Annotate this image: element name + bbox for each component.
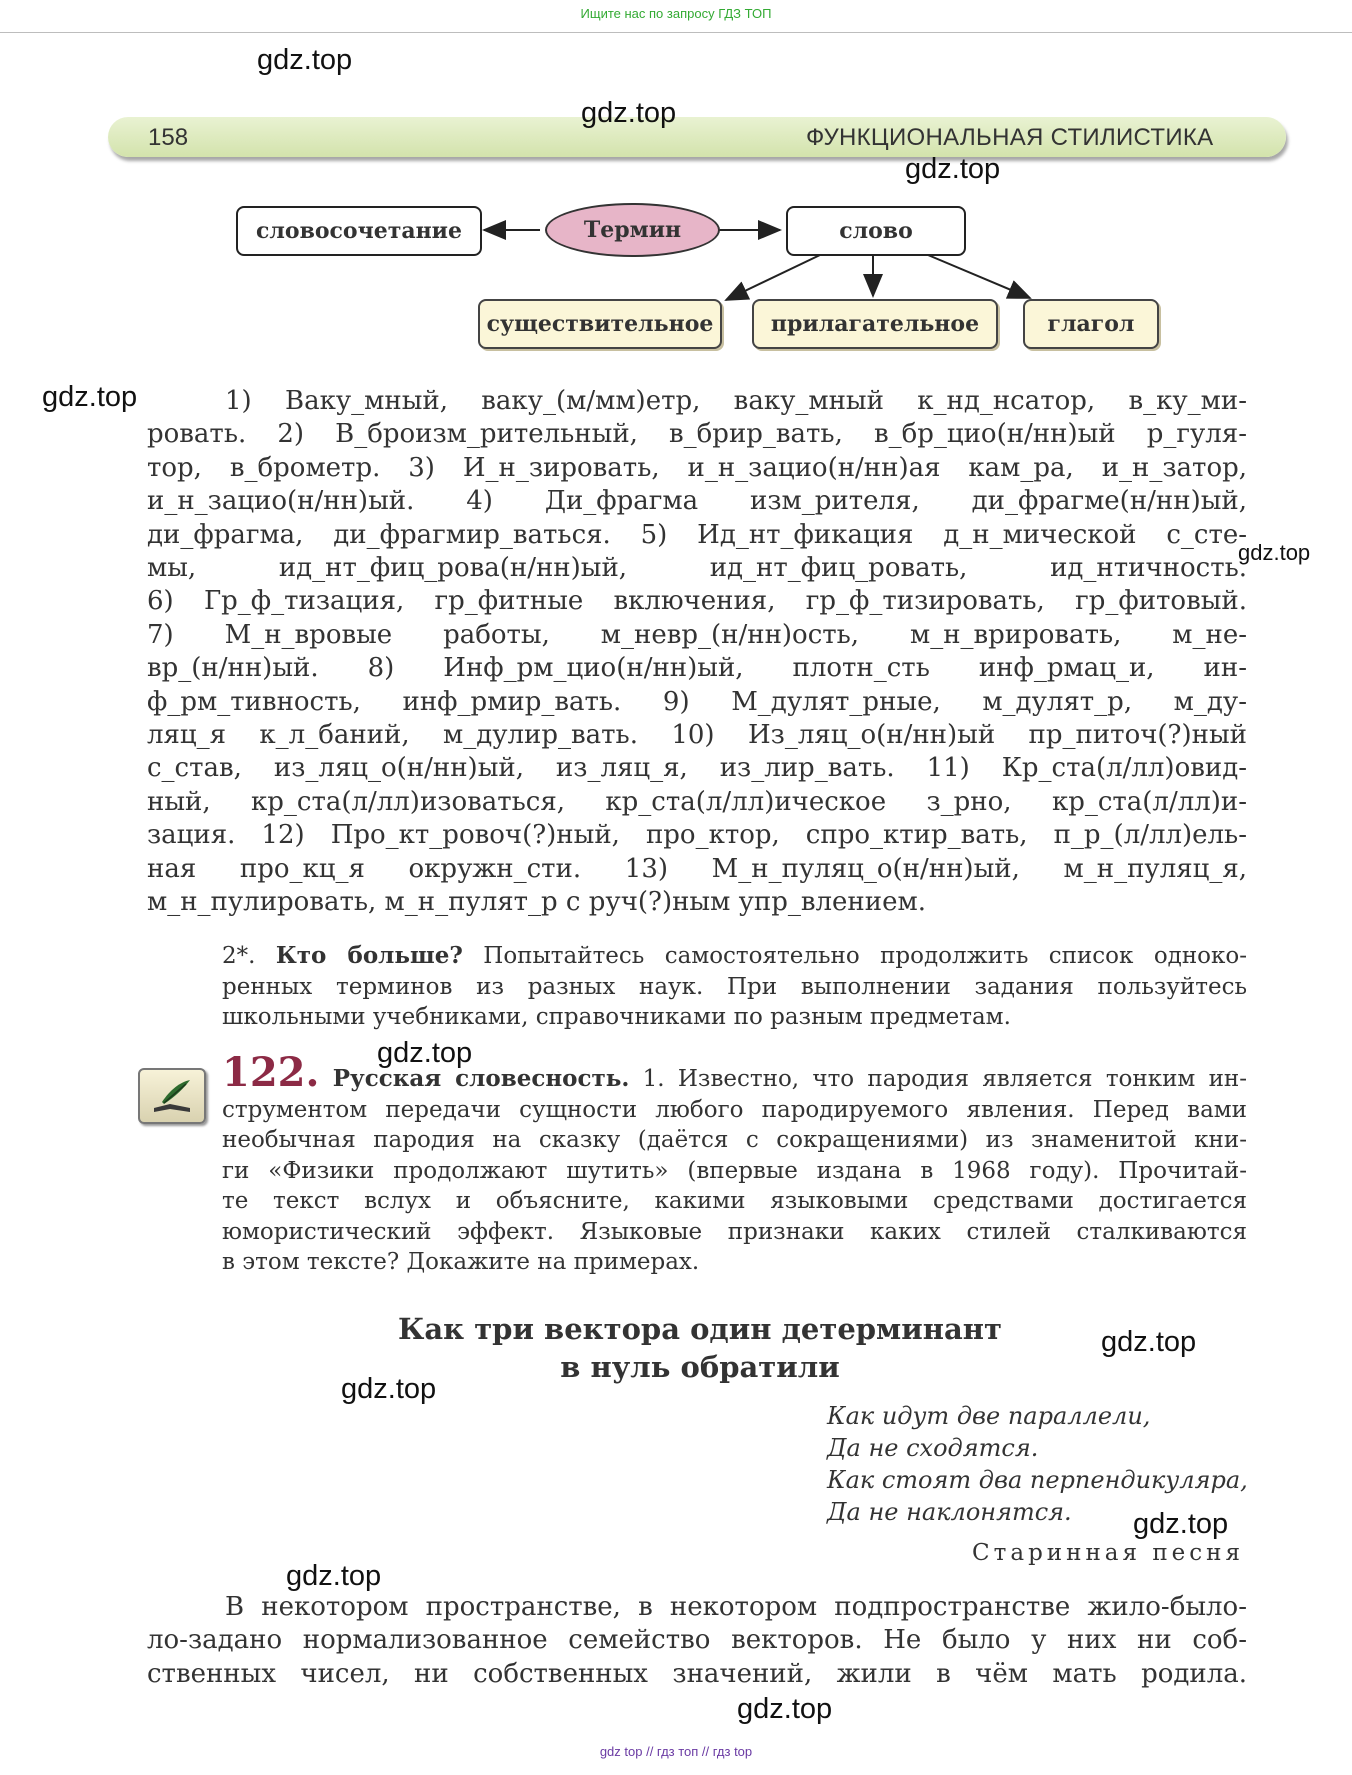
text-line: ный, кр_ста(л/лл)изоваться, кр_ста(л/лл)ическое з_рно, кр_ста(л/лл)и-	[147, 786, 1247, 817]
watermark: gdz.top	[377, 1037, 473, 1069]
text-line: 7) М_н_вровые работы, м_невр_(н/нн)ость, м_н_врировать, м_не-	[147, 619, 1247, 650]
text-line: юмористический эффект. Языковые признаки каких стилей сталкиваются	[222, 1218, 1247, 1245]
story-text	[147, 1591, 1247, 1691]
text-line: ренных терминов из разных наук. При выполнении задания пользуйтесь	[222, 973, 1247, 1000]
text-line: В некотором пространстве, в некотором подпространстве жило-было-	[225, 1592, 1247, 1622]
watermark: gdz.top	[581, 97, 677, 129]
text-line: тор, в_брометр. 3) И_н_зировать, и_н_зацио(н/нн)ая кам_ра, и_н_затор,	[147, 452, 1247, 483]
ellipse-term: Термин	[545, 203, 720, 257]
watermark: gdz.top	[905, 153, 1001, 185]
text-line: 1) Ваку_мный, ваку_(м/мм)етр, ваку_мный к_нд_нсатор, в_ку_ми-	[225, 386, 1247, 416]
footer-links: gdz top // гдз топ // гдз top	[599, 1744, 753, 1759]
task-2-text	[222, 941, 1247, 1033]
text-line: мы, ид_нт_фиц_рова(н/нн)ый, ид_нт_фиц_ровать, ид_нтичность.	[147, 553, 1247, 584]
text-line: м_н_пулировать, м_н_пулят_р с руч(?)ным упр_влением.	[147, 887, 926, 918]
text-line: ди_фрагма, ди_фрагмир_ваться. 5) Ид_нт_фикация д_н_мической с_сте-	[147, 519, 1247, 550]
page-number: 158	[148, 124, 189, 151]
story-title: Как три вектора один детерминант в нуль обратили	[398, 1312, 1002, 1384]
text-line: необычная пародия на сказку (даётся с сокращениями) из знаменитой кни-	[222, 1127, 1247, 1153]
watermark: gdz.top	[737, 1693, 833, 1725]
text-line: зация. 12) Про_кт_ровоч(?)ный, про_ктор, спро_ктир_вать, п_р_(л/лл)ель-	[147, 820, 1247, 851]
epigraph-verse: Как идут две параллели, Да не сходятся. Как стоят два перпендикуляра, Да не наклонятся.	[827, 1402, 1248, 1526]
box-adjective: прилагательное	[752, 299, 998, 349]
text-line: ровать. 2) В_броизм_рительный, в_брир_вать, в_бр_цио(н/нн)ый р_гуля-	[147, 419, 1247, 450]
arrow-to-noun	[726, 255, 820, 300]
text-line: 6) Гр_ф_тизация, гр_фитные включения, гр_ф_тизировать, гр_фитовый.	[147, 586, 1247, 617]
watermark: gdz.top	[257, 44, 353, 76]
text-line: в этом тексте? Докажите на примерах.	[222, 1249, 700, 1275]
writing-exercise-icon	[138, 1068, 206, 1124]
watermark: gdz.top	[1133, 1508, 1229, 1540]
text-line: школьными учебниками, справочниками по разным предметам.	[222, 1004, 1011, 1030]
exercise-number: 122.	[222, 1049, 320, 1096]
watermark: gdz.top	[1238, 540, 1311, 565]
text-line: ляц_я к_л_баний, м_дулир_вать. 10) Из_ляц_о(н/нн)ый пр_питоч(?)ный	[147, 720, 1247, 751]
text-line: ственных чисел, ни собственных значений, жили в чём мать родила.	[147, 1658, 1247, 1689]
box-word: слово	[786, 206, 966, 256]
watermark: gdz.top	[286, 1560, 382, 1592]
section-title: ФУНКЦИОНАЛЬНАЯ СТИЛИСТИКА	[806, 124, 1214, 151]
text-line: 122. Русская словесность. 1. Известно, что пародия является тонким ин-	[222, 1049, 1248, 1096]
text-line: с_став, из_ляц_о(н/нн)ый, из_ляц_я, из_лир_вать. 11) Кр_ста(л/лл)овид-	[147, 753, 1247, 784]
text-line: ло-задано нормализованное семейство векторов. Не было у них ни соб-	[147, 1625, 1247, 1656]
epigraph-source: Старинная песня	[972, 1540, 1244, 1566]
text-line: 2*. Кто больше? Попытайтесь самостоятельно продолжить список одноко-	[222, 942, 1247, 969]
watermark: gdz.top	[42, 381, 138, 413]
box-noun: существительное	[478, 299, 722, 349]
text-line: ная про_кц_я окружн_сти. 13) М_н_пуляц_о(н/нн)ый, м_н_пуляц_я,	[147, 853, 1247, 884]
text-line: те текст вслух и объясните, какими языковыми средствами достигается	[222, 1188, 1247, 1214]
text-line: вр_(н/нн)ый. 8) Инф_рм_цио(н/нн)ый, плотн_сть инф_рмац_и, ин-	[147, 653, 1247, 684]
box-verb: глагол	[1023, 299, 1159, 349]
text-line: ф_рм_тивность, инф_рмир_вать. 9) М_дулят_рные, м_дулят_р, м_ду-	[147, 686, 1247, 717]
text-line: ги «Физики продолжают шутить» (впервые издана в 1968 году). Прочитай-	[222, 1157, 1247, 1184]
top-notice: Ищите нас по запросу ГДЗ ТОП	[580, 6, 772, 21]
text-line: струментом передачи сущности любого пародируемого явления. Перед вами	[222, 1096, 1247, 1123]
exercise-text	[147, 385, 1247, 920]
watermark: gdz.top	[341, 1373, 437, 1405]
watermark: gdz.top	[1101, 1326, 1197, 1358]
box-phrase: словосочетание	[236, 206, 482, 256]
text-line: и_н_зацио(н/нн)ый. 4) Ди_фрагма изм_рителя, ди_фрагме(н/нн)ый,	[147, 486, 1247, 517]
arrow-to-verb	[928, 255, 1030, 298]
